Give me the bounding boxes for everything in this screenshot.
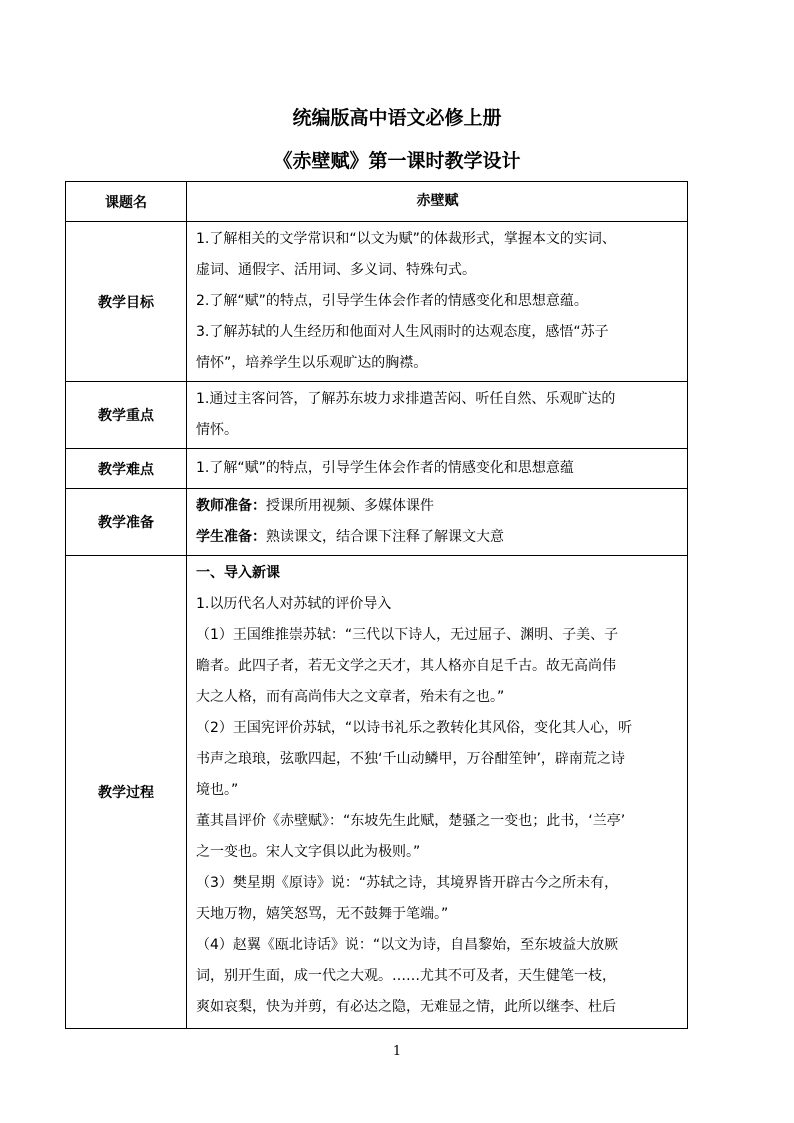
student-preparation-text: 熟读课文，结合课下注释了解课文大意 <box>266 529 504 545</box>
process-content <box>187 556 688 1029</box>
student-preparation-label: 学生准备： <box>196 529 266 545</box>
objectives-content <box>187 222 688 382</box>
process-line: 大之人格，而有高尚伟大之文章者，殆未有之也。” <box>196 689 505 705</box>
process-line: （2）王国宪评价苏轼，“以诗书礼乐之教转化其风俗，变化其人心，听 <box>196 720 633 736</box>
key-points-label: 教学重点 <box>66 382 187 449</box>
process-line: 天地万物，嬉笑怒骂，无不鼓舞于笔端。” <box>196 906 449 922</box>
topic-label: 课题名 <box>66 182 187 222</box>
page-number: 1 <box>392 1044 402 1059</box>
teacher-preparation-label: 教师准备： <box>196 498 266 514</box>
process-line: 董其昌评价《赤壁赋》：“东坡先生此赋，楚骚之一变也；此书，‘兰亭’ <box>196 813 626 829</box>
process-line: （1）王国维推崇苏轼：“三代以下诗人，无过屈子、渊明、子美、子 <box>196 627 619 643</box>
table-row-objectives <box>66 222 688 382</box>
preparation-label: 教学准备 <box>66 489 187 556</box>
difficulties-content <box>187 449 688 489</box>
objectives-line: 情怀”，培养学生以乐观旷达的胸襟。 <box>196 355 428 371</box>
table-row-difficulties <box>66 449 688 489</box>
process-section-heading: 一、导入新课 <box>196 565 280 581</box>
process-line: 1.以历代名人对苏轼的评价导入 <box>196 596 392 612</box>
process-line: 书声之琅琅，弦歌四起，不独‘千山动鳞甲，万谷酣笙钟’，辟南荒之诗 <box>196 751 625 767</box>
process-line: 瞻者。此四子者，若无文学之天才，其人格亦自足千古。故无高尚伟 <box>196 658 616 674</box>
difficulties-label: 教学难点 <box>66 449 187 489</box>
process-line: 爽如哀梨，快为并剪，有必达之隐，无难显之情，此所以继李、杜后 <box>196 999 616 1015</box>
process-line: 词，别开生面，成一代之大观。……尤其不可及者，天生健笔一枝， <box>196 968 616 984</box>
process-line: （4）赵翼《瓯北诗话》说：“以文为诗，自昌黎始，至东坡益大放厥 <box>196 937 619 953</box>
objectives-line: 虚词、通假字、活用词、多义词、特殊句式。 <box>196 262 476 278</box>
teacher-preparation <box>196 491 679 522</box>
difficulties-line: 1.了解“赋”的特点，引导学生体会作者的情感变化和思想意蕴 <box>196 460 574 476</box>
process-line: （3）樊星期《原诗》说：“苏轼之诗，其境界皆开辟古今之所未有， <box>196 875 619 891</box>
table-row-topic <box>66 182 688 222</box>
process-label: 教学过程 <box>66 556 187 1029</box>
table-row-key-points <box>66 382 688 449</box>
objectives-line: 1.了解相关的文学常识和“以文为赋”的体裁形式，掌握本文的实词、 <box>196 231 616 247</box>
key-points-content <box>187 382 688 449</box>
process-line: 境也。” <box>196 782 239 798</box>
document-title: 统编版高中语文必修上册 <box>292 107 502 129</box>
objectives-line: 2.了解“赋”的特点，引导学生体会作者的情感变化和思想意蕴。 <box>196 293 588 309</box>
lesson-plan-table <box>65 181 688 1029</box>
document-subtitle: 《赤壁赋》第一课时教学设计 <box>273 150 521 172</box>
preparation-content <box>187 489 688 556</box>
process-line: 之一变也。宋人文字俱以此为极则。” <box>196 844 421 860</box>
key-points-line: 1.通过主客问答，了解苏东坡力求排遣苦闷、听任自然、乐观旷达的 <box>196 391 616 407</box>
objectives-label: 教学目标 <box>66 222 187 382</box>
objectives-line: 3.了解苏轼的人生经历和他面对人生风雨时的达观态度，感悟“苏子 <box>196 324 609 340</box>
topic-value: 赤壁赋 <box>187 182 688 222</box>
student-preparation <box>196 522 679 553</box>
table-row-process <box>66 556 688 1029</box>
teacher-preparation-text: 授课所用视频、多媒体课件 <box>266 498 434 514</box>
table-row-preparation <box>66 489 688 556</box>
key-points-line: 情怀。 <box>196 422 238 438</box>
